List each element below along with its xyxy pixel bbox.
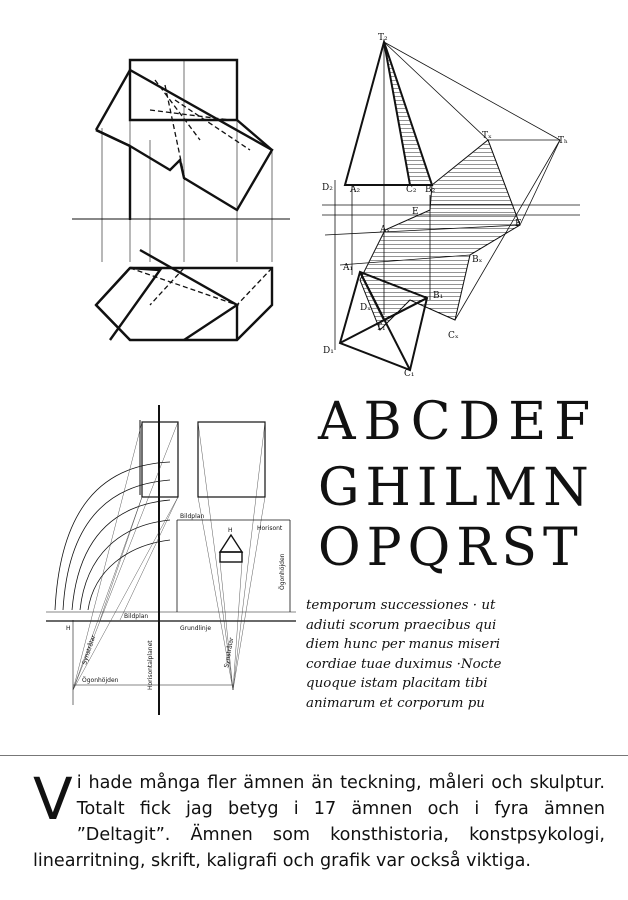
label-d1: D₁ [323, 346, 334, 356]
label-horisontalplanet: Horisontalplanet [147, 640, 154, 690]
uncial-line: animarum et corporum pu [306, 695, 485, 711]
uncial-line: cordiae tuae duximus ·Nocte [306, 656, 502, 672]
label-a1: A₁ [343, 263, 354, 273]
label-horisont: Horisont [257, 525, 283, 532]
label-ogonhojden-bottom: Ögonhöjden [82, 677, 119, 684]
perspective-construction-drawing [46, 405, 296, 715]
label-synstralar-left: Synstrålar [81, 634, 98, 666]
label-t2: T₂ [378, 33, 388, 43]
label-c2: C₂ [406, 185, 417, 195]
label-h-left: H [66, 625, 71, 632]
label-d2: D₂ [322, 183, 333, 193]
caption-text: i hade många fler ämnen än teckning, måleri och skulptur. Totalt fick jag betyg i 17 ämnen och i fyra ämnen ”Deltagit”. Ämnen som konsthistoria, konstpsykologi, linearritning, skrift, kaligrafi och grafik var också viktiga. [33, 773, 605, 871]
label-b1: B₁ [433, 291, 444, 301]
label-a2: A₂ [350, 185, 361, 195]
uncial-line: quoque istam placitam tibi [306, 676, 488, 691]
alphabet-row-1: ABCDEF [318, 392, 599, 452]
label-bildplan-top: Bildplan [180, 513, 205, 520]
label-b2: B₂ [425, 185, 436, 195]
alphabet-row-2: GHILMN [318, 458, 595, 518]
orthographic-projection-drawing [72, 60, 290, 340]
caption-paragraph [33, 765, 605, 874]
alphabet-row-3: OPQRST [318, 518, 584, 578]
shadow-construction-drawing [322, 33, 580, 379]
label-bx: Bₓ [472, 255, 483, 265]
label-dx: Dₓ [360, 303, 372, 313]
label-ax: Aₓ [380, 225, 391, 235]
label-th: Tₕ [558, 136, 568, 146]
uncial-line: adiuti scorum praecibus qui [306, 617, 497, 633]
label-c1: C₁ [404, 369, 415, 379]
label-synstralar-right: Synstrålar [223, 636, 236, 669]
label-h-top: H [228, 527, 233, 534]
uncial-calligraphy-sample [306, 596, 622, 713]
label-bildplan: Bildplan [124, 613, 149, 620]
section-divider [0, 755, 628, 756]
drop-cap: V [33, 765, 73, 833]
uncial-line: diem hunc per manus miseri [306, 637, 501, 652]
label-tx: Tₓ [482, 131, 492, 141]
label-f: F [515, 219, 522, 229]
label-cx: Cₓ [448, 331, 459, 341]
uncial-line: temporum successiones · ut [306, 598, 496, 613]
label-e: E [412, 207, 419, 217]
label-grundlinje: Grundlinje [180, 625, 212, 632]
label-ogonhojden-right: Ögonhöjden [279, 553, 286, 590]
label-t1: T₁ [376, 323, 386, 333]
